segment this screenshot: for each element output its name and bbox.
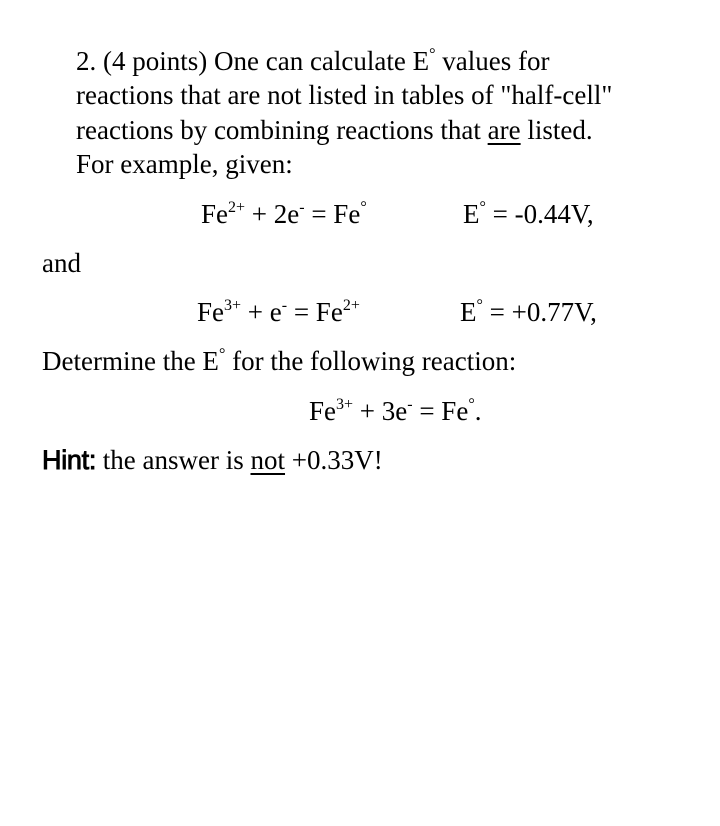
eq2-product-charge: 2+	[342, 297, 360, 314]
question-number: 2.	[76, 46, 97, 76]
question-text-b: values for	[435, 46, 550, 76]
equation-3	[309, 394, 481, 428]
eq3-electron-charge: -	[407, 396, 413, 413]
eq1-product-sup: °	[360, 199, 367, 216]
eq2-reactant: Fe	[197, 297, 224, 327]
determine-degree: °	[218, 346, 226, 363]
question-line-3-a: reactions by combining reactions that	[76, 115, 488, 145]
equation-2	[197, 295, 360, 329]
eq1-reactant: Fe	[201, 199, 228, 229]
eq2-potential-degree: °	[476, 297, 483, 314]
and-text: and	[42, 248, 81, 278]
determine-text-a: Determine the E	[42, 346, 219, 376]
eq1-reactant-charge: 2+	[228, 199, 246, 216]
eq3-product: = Fe	[412, 396, 469, 426]
question-line-1	[76, 44, 550, 78]
degree-symbol: °	[429, 46, 436, 63]
eq1-potential-symbol: E	[463, 199, 480, 229]
determine-text-b: for the following reaction:	[225, 346, 517, 376]
hint-text-a: the answer is	[96, 445, 251, 475]
question-text-a: One can calculate E	[214, 46, 430, 76]
eq3-period: .	[474, 396, 482, 426]
eq3-reactant-charge: 3+	[336, 396, 354, 413]
question-line-2	[76, 78, 612, 112]
determine-line	[42, 344, 516, 378]
question-line-4	[76, 147, 293, 181]
question-line-3	[76, 113, 593, 147]
question-line-2-text: reactions that are not listed in tables of "half-cell"	[76, 80, 613, 110]
equation-2-potential	[460, 295, 597, 329]
eq2-product: = Fe	[287, 297, 343, 327]
eq2-potential-symbol: E	[460, 297, 477, 327]
equation-1	[201, 197, 367, 231]
eq3-product-sup: °	[468, 396, 475, 413]
question-line-4-text: For example, given:	[76, 149, 293, 179]
hint-emphasis-not: not	[250, 445, 286, 475]
equation-1-potential	[463, 197, 594, 231]
hint-text-b: +0.33V!	[285, 445, 383, 475]
eq1-potential-degree: °	[479, 199, 486, 216]
eq2-electrons: + e	[241, 297, 282, 327]
eq1-electrons: + 2e	[245, 199, 300, 229]
eq2-electron-charge: -	[281, 297, 288, 314]
eq2-potential-value: = +0.77V,	[482, 297, 597, 327]
eq1-potential-value: = -0.44V,	[485, 199, 594, 229]
eq2-reactant-charge: 3+	[224, 297, 242, 314]
question-points: (4 points)	[103, 46, 208, 76]
eq1-electron-charge: -	[299, 199, 305, 216]
eq1-product: = Fe	[304, 199, 361, 229]
question-line-3-b: listed.	[520, 115, 593, 145]
hint-label: Hint:	[42, 445, 97, 475]
eq3-electrons: + 3e	[353, 396, 408, 426]
eq3-reactant: Fe	[309, 396, 336, 426]
emphasis-are: are	[487, 115, 521, 145]
hint-line	[42, 443, 383, 477]
